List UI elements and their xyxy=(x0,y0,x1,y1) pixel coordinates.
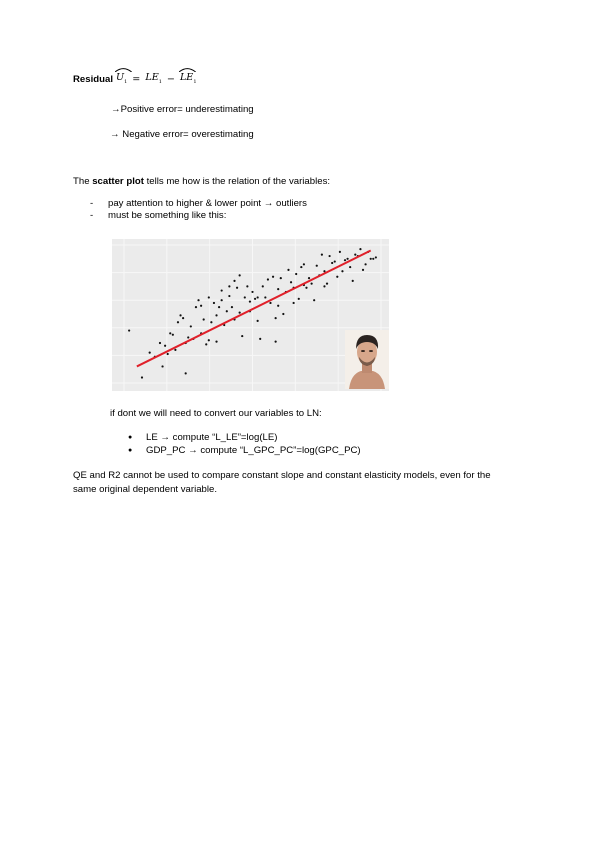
scatter-point xyxy=(185,372,187,374)
scatter-point xyxy=(354,254,356,256)
u-hat-symbol xyxy=(116,72,127,85)
minus-sign: − xyxy=(166,73,175,85)
list-item xyxy=(90,210,307,222)
scatter-point xyxy=(215,341,217,343)
scatter-point xyxy=(326,283,328,285)
bullet-icon: ● xyxy=(128,447,133,454)
scatter-intro-prefix: The xyxy=(73,176,93,187)
residual-formula xyxy=(73,72,197,85)
scatter-point xyxy=(364,263,366,265)
scatter-point xyxy=(179,314,181,316)
scatter-point xyxy=(169,332,171,334)
scatter-intro-bold: scatter plot xyxy=(92,176,144,187)
scatter-point xyxy=(215,314,217,316)
le-symbol xyxy=(145,72,162,85)
equals-sign: = xyxy=(132,73,141,85)
scatter-point xyxy=(339,251,341,253)
scatter-point xyxy=(303,263,305,265)
list-item xyxy=(128,431,361,444)
scatter-point xyxy=(305,287,307,289)
dash-mark: - xyxy=(90,198,94,209)
residual-label: Residual xyxy=(73,73,113,85)
scatter-point xyxy=(210,321,212,323)
scatter-point xyxy=(275,317,277,319)
scatter-point xyxy=(308,277,310,279)
list-item xyxy=(90,198,307,210)
scatter-point xyxy=(352,280,354,282)
scatter-point xyxy=(161,365,163,367)
list-item xyxy=(128,444,361,457)
le-hat-symbol xyxy=(180,72,197,85)
list-item-text: GDP_PC → compute “L_GPC_PC”=log(GPC_PC) xyxy=(146,445,361,456)
scatter-point xyxy=(370,258,372,260)
bullet-icon: ● xyxy=(128,434,133,441)
scatter-intro xyxy=(73,176,330,187)
scatter-point xyxy=(329,255,331,257)
scatter-point xyxy=(244,296,246,298)
scatter-point xyxy=(359,248,361,250)
scatter-point xyxy=(172,334,174,336)
scatter-point xyxy=(167,353,169,355)
dot-list xyxy=(128,431,361,457)
scatter-point xyxy=(251,291,253,293)
scatter-point xyxy=(205,343,207,345)
scatter-point xyxy=(295,273,297,275)
scatter-point xyxy=(344,259,346,261)
scatter-point xyxy=(331,262,333,264)
scatter-point xyxy=(195,306,197,308)
scatter-point xyxy=(259,338,261,340)
scatter-point xyxy=(164,345,166,347)
scatter-point xyxy=(275,341,277,343)
dash-list xyxy=(90,198,307,222)
scatter-point xyxy=(300,266,302,268)
scatter-point xyxy=(239,274,241,276)
scatter-point xyxy=(218,306,220,308)
scatter-point xyxy=(257,320,259,322)
scatter-point xyxy=(269,302,271,304)
negative-error-text: → Negative error= overestimating xyxy=(110,129,254,140)
list-item-text: pay attention to higher & lower point → outliers xyxy=(108,198,307,209)
trend-line xyxy=(137,251,371,367)
scatter-point xyxy=(321,254,323,256)
scatter-point xyxy=(231,306,233,308)
scatter-point xyxy=(282,313,284,315)
portrait-icon xyxy=(345,330,389,389)
scatter-point xyxy=(267,278,269,280)
u-hat-text: U xyxy=(116,72,125,83)
dash-mark: - xyxy=(90,210,94,221)
scatter-point xyxy=(190,325,192,327)
scatter-point xyxy=(336,276,338,278)
scatter-point xyxy=(290,281,292,283)
le-text: LE xyxy=(145,72,159,83)
le-sub: 1 xyxy=(158,78,162,85)
scatter-point xyxy=(174,349,176,351)
scatter-point xyxy=(197,299,199,301)
scatter-point xyxy=(246,285,248,287)
scatter-point xyxy=(182,317,184,319)
scatter-point xyxy=(341,270,343,272)
scatter-point xyxy=(226,310,228,312)
hat-icon xyxy=(179,67,196,72)
scatter-point xyxy=(346,258,348,260)
hat-icon xyxy=(115,67,132,72)
scatter-point xyxy=(233,280,235,282)
scatter-point xyxy=(277,305,279,307)
scatter-point xyxy=(375,256,377,258)
man-portrait-image xyxy=(345,330,389,389)
scatter-point xyxy=(372,258,374,260)
scatter-point xyxy=(254,298,256,300)
scatter-point xyxy=(208,339,210,341)
scatter-point xyxy=(262,285,264,287)
scatter-point xyxy=(257,296,259,298)
scatter-point xyxy=(228,285,230,287)
scatter-point xyxy=(249,300,251,302)
scatter-point xyxy=(311,283,313,285)
scatter-point xyxy=(272,276,274,278)
scatter-point xyxy=(239,312,241,314)
scatter-point xyxy=(177,321,179,323)
scatter-point xyxy=(334,260,336,262)
le-hat-text: LE xyxy=(179,72,194,83)
scatter-point xyxy=(298,298,300,300)
scatter-point xyxy=(293,302,295,304)
scatter-point xyxy=(221,299,223,301)
scatter-point xyxy=(221,289,223,291)
u-hat-sub: 1 xyxy=(124,78,128,85)
scatter-point xyxy=(313,299,315,301)
scatter-point xyxy=(141,376,143,378)
closing-line-1: QE and R2 cannot be used to compare constant slope and constant elasticity models, even for the xyxy=(73,470,491,481)
scatter-point xyxy=(149,352,151,354)
scatter-point xyxy=(159,342,161,344)
scatter-point xyxy=(200,305,202,307)
scatter-point xyxy=(241,335,243,337)
list-item-text: must be something like this: xyxy=(108,210,227,221)
list-item-text: LE → compute “L_LE”=log(LE) xyxy=(146,432,278,443)
scatter-point xyxy=(287,269,289,271)
scatter-point xyxy=(277,288,279,290)
scatter-point xyxy=(323,285,325,287)
positive-error-text: →Positive error= underestimating xyxy=(111,104,254,115)
scatter-point xyxy=(203,318,205,320)
scatter-point xyxy=(208,296,210,298)
scatter-point xyxy=(316,265,318,267)
scatter-point xyxy=(236,287,238,289)
scatter-point xyxy=(213,302,215,304)
ln-intro-text: if dont we will need to convert our variables to LN: xyxy=(110,408,322,419)
scatter-point xyxy=(349,266,351,268)
scatter-point xyxy=(128,329,130,331)
le-hat-sub: 1 xyxy=(193,78,197,85)
scatter-intro-suffix: tells me how is the relation of the variables: xyxy=(143,176,331,187)
scatter-point xyxy=(362,269,364,271)
scatter-point xyxy=(264,296,266,298)
closing-line-2: same original dependent variable. xyxy=(73,484,217,495)
scatter-point xyxy=(228,295,230,297)
scatter-point xyxy=(280,277,282,279)
scatter-point xyxy=(187,336,189,338)
